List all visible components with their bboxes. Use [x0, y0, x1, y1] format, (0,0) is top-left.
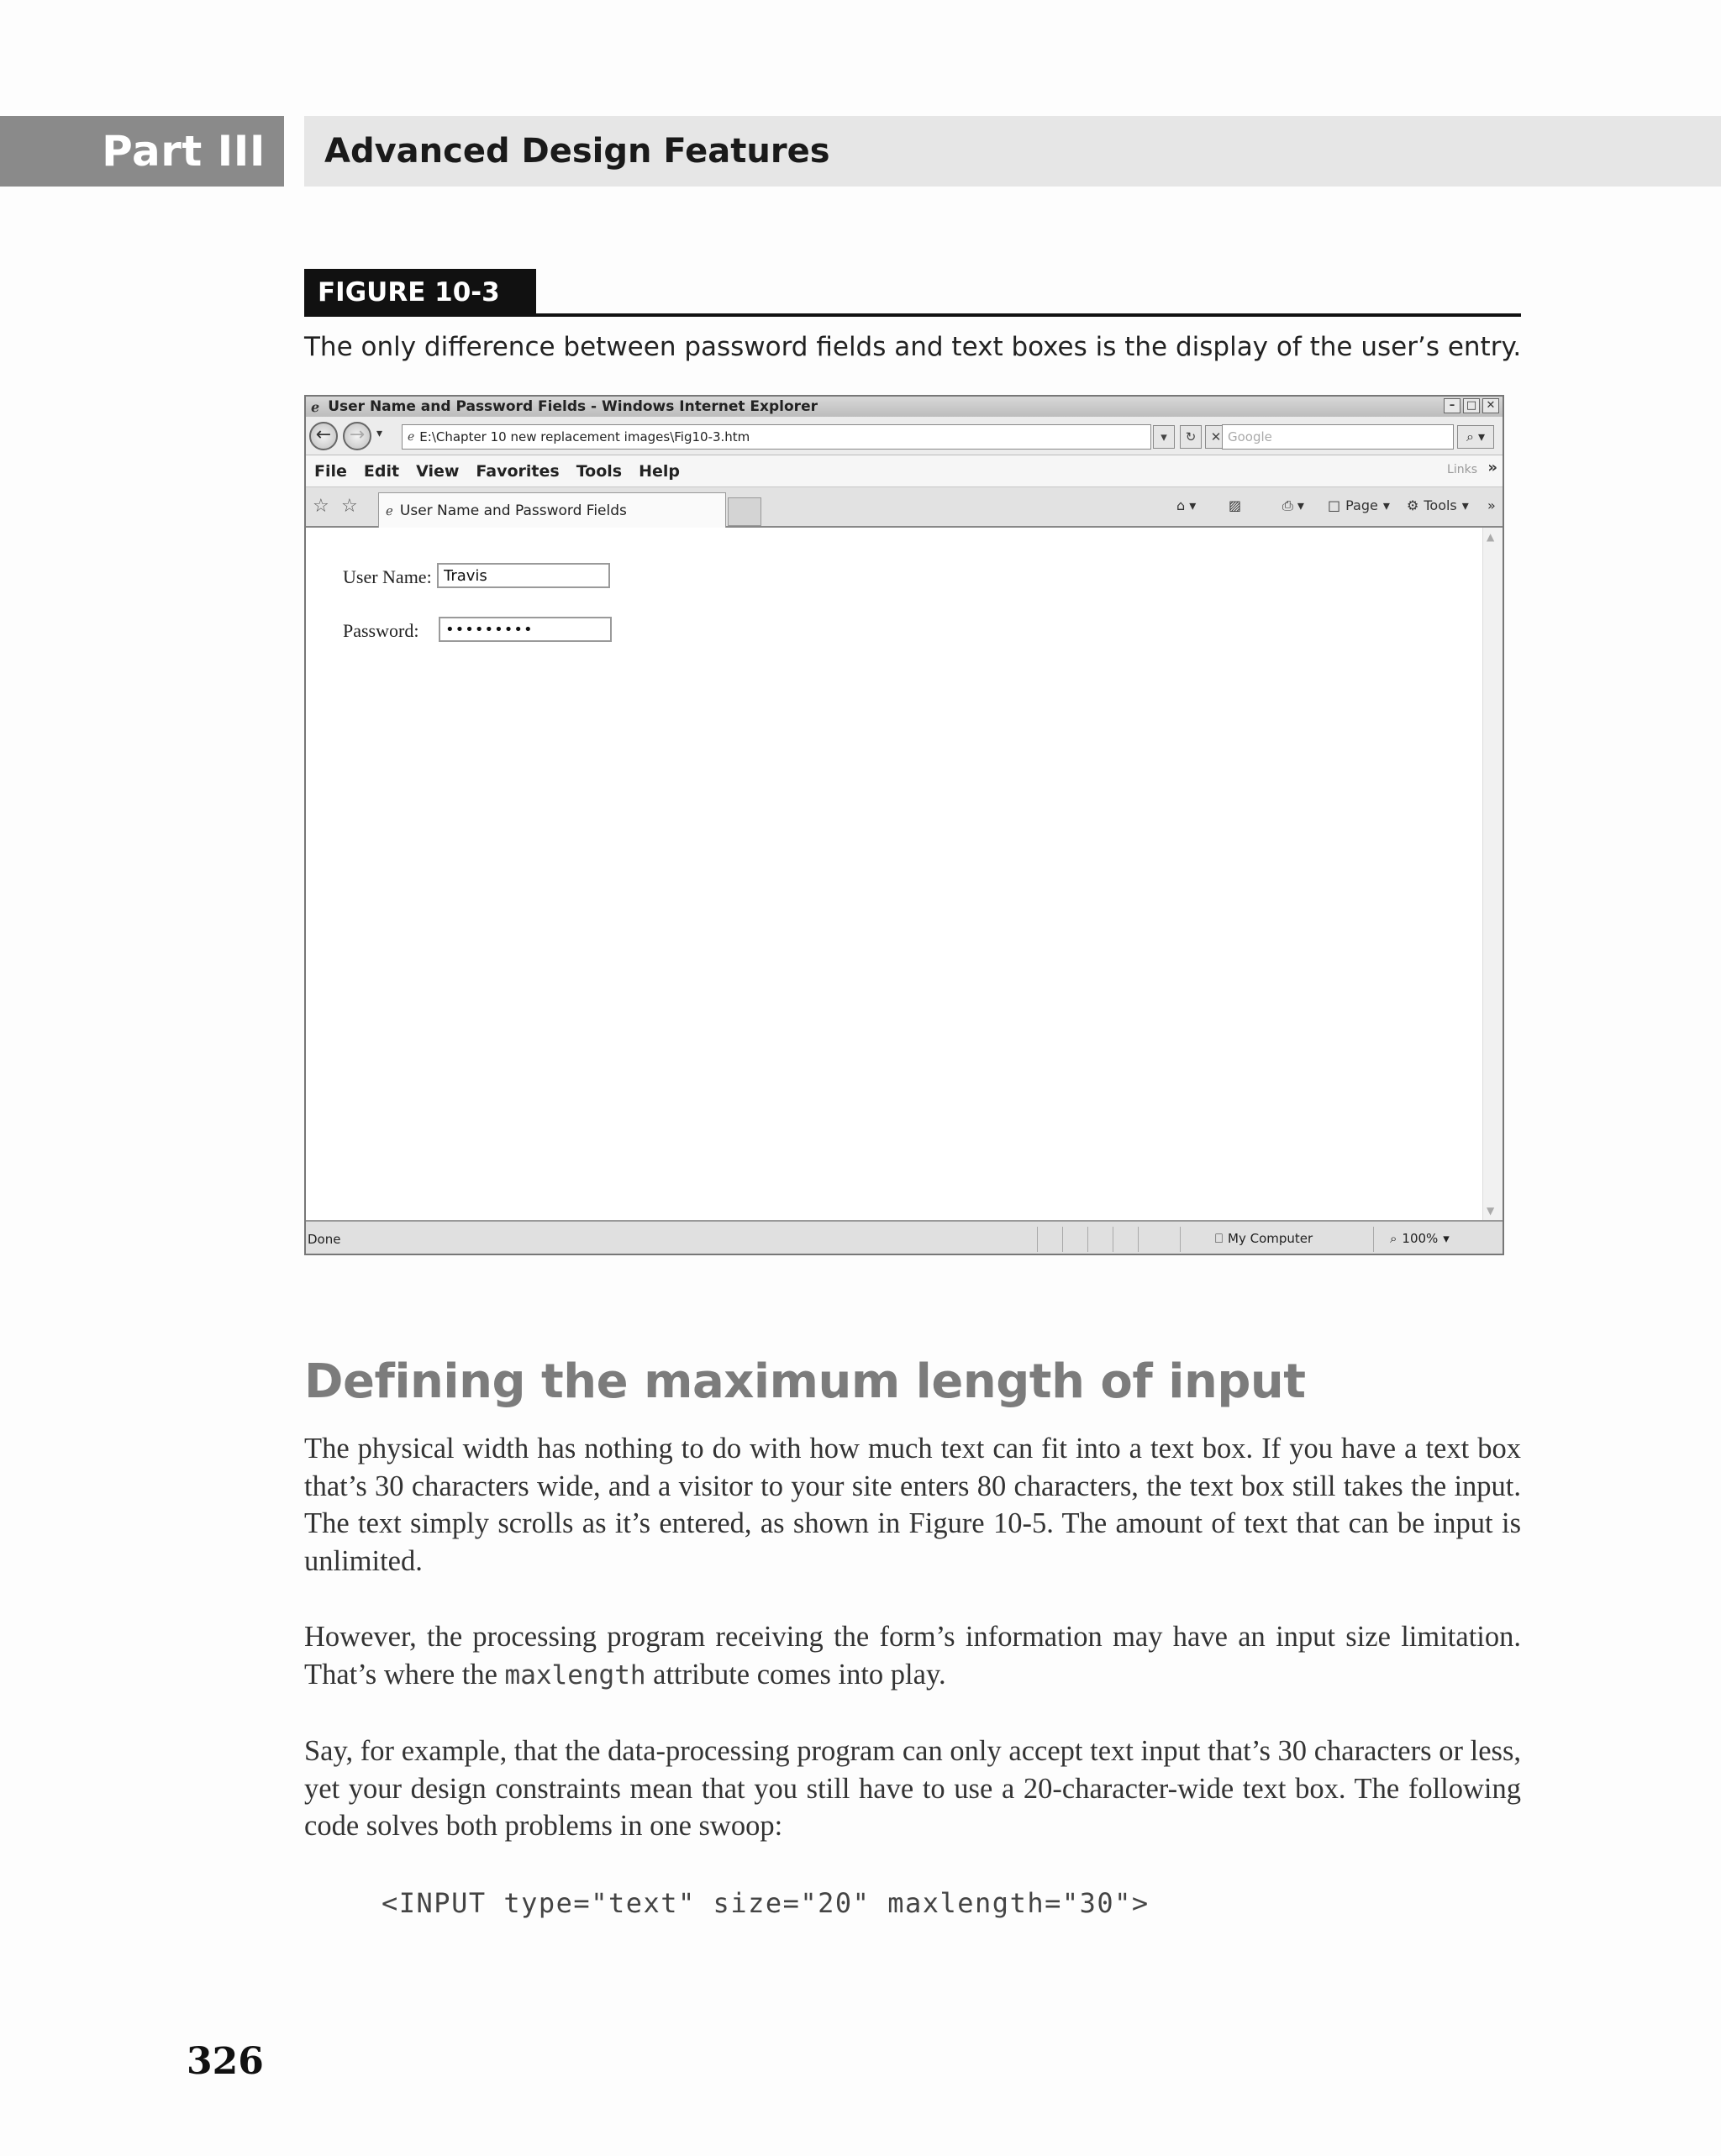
- section-heading: Defining the maximum length of input: [304, 1354, 1306, 1409]
- figure-label-text: FIGURE 10-3: [318, 277, 500, 308]
- menu-help[interactable]: Help: [639, 461, 680, 481]
- refresh-icon[interactable]: ↻: [1180, 425, 1202, 449]
- gear-icon: ⚙: [1407, 497, 1419, 513]
- section-title: Advanced Design Features: [324, 132, 830, 171]
- window-controls: [1444, 398, 1499, 413]
- scroll-down-icon[interactable]: ▼: [1487, 1205, 1495, 1217]
- new-tab-button[interactable]: [728, 497, 761, 526]
- tab-active[interactable]: [378, 492, 726, 528]
- favorites-star-icon[interactable]: ☆: [313, 496, 329, 517]
- chevron-right-icon[interactable]: »: [1487, 459, 1497, 476]
- tools-menu-label: Tools: [1424, 497, 1457, 513]
- links-label[interactable]: Links: [1447, 463, 1477, 476]
- page-number: 326: [187, 2040, 264, 2083]
- address-bar[interactable]: [402, 424, 1151, 450]
- address-dropdown-icon[interactable]: ▾: [1153, 425, 1175, 449]
- tools-menu[interactable]: [1407, 497, 1469, 513]
- forward-arrow-icon[interactable]: →: [343, 422, 371, 450]
- history-dropdown-icon[interactable]: ▾: [376, 427, 383, 440]
- search-input[interactable]: [1222, 424, 1454, 450]
- password-label: Password:: [343, 620, 419, 641]
- security-zone[interactable]: [1215, 1231, 1313, 1246]
- status-text: Done: [308, 1232, 341, 1247]
- title-bar: [306, 397, 1503, 417]
- home-icon[interactable]: ⌂ ▾: [1176, 497, 1197, 513]
- menu-file[interactable]: File: [314, 461, 347, 481]
- add-favorites-icon[interactable]: ☆: [341, 496, 358, 517]
- status-divider: [1087, 1227, 1088, 1252]
- browser-window: [304, 395, 1504, 1255]
- maximize-icon[interactable]: □: [1463, 398, 1480, 413]
- ie-tab-icon: ℯ: [386, 502, 393, 518]
- password-input[interactable]: [439, 617, 612, 642]
- ie-icon: ℯ: [311, 398, 320, 415]
- print-icon[interactable]: ⎙ ▾: [1282, 497, 1304, 513]
- part-label: Part III: [102, 127, 266, 176]
- paragraph-2: [304, 1618, 1521, 1694]
- status-divider: [1180, 1227, 1181, 1252]
- figure-caption: The only difference between password fields and text boxes is the display of the user’s entry.: [304, 332, 1522, 362]
- tab-title: User Name and Password Fields: [399, 502, 627, 519]
- zone-label: My Computer: [1228, 1231, 1313, 1246]
- zoom-level: 100%: [1402, 1231, 1439, 1246]
- status-divider: [1373, 1227, 1374, 1252]
- feeds-icon[interactable]: ▨: [1229, 497, 1242, 513]
- paragraph-2-text-end: attribute comes into play.: [645, 1658, 946, 1691]
- search-placeholder: Google: [1228, 429, 1272, 444]
- figure-rule: [304, 313, 1521, 317]
- stop-icon[interactable]: ✕: [1205, 425, 1227, 449]
- menu-view[interactable]: View: [416, 461, 460, 481]
- scroll-up-icon[interactable]: ▲: [1487, 531, 1495, 543]
- inline-code: maxlength: [504, 1659, 646, 1691]
- computer-icon: ⎕: [1215, 1231, 1224, 1246]
- username-label: User Name:: [343, 566, 432, 587]
- vertical-scrollbar[interactable]: [1482, 528, 1503, 1220]
- search-icon[interactable]: ⌕ ▾: [1457, 425, 1494, 449]
- chevron-down-icon: ▾: [1443, 1231, 1450, 1246]
- page-menu[interactable]: [1328, 497, 1390, 513]
- paragraph-3: Say, for example, that the data-processing program can only accept text input that’s 30 characters or less, yet your design constraints mean that you still have to use a 20-character-wide text box. The following code solves both problems in one swoop:: [304, 1735, 1521, 1842]
- page-menu-icon: □: [1328, 497, 1341, 513]
- status-divider: [1037, 1227, 1038, 1252]
- menu-edit[interactable]: Edit: [363, 461, 400, 481]
- navigation-bar: [306, 417, 1503, 455]
- status-bar: [306, 1220, 1503, 1255]
- chevron-down-icon: ▾: [1382, 497, 1390, 513]
- status-divider: [1062, 1227, 1063, 1252]
- window-title: User Name and Password Fields - Windows Internet Explorer: [328, 398, 818, 415]
- paragraph-1: The physical width has nothing to do with how much text can fit into a text box. If you have a text box that’s 30 characters wide, and a visitor to your site enters 80 characters, the text box still takes the input. The text simply scrolls as it’s entered, as shown in Figure 10-5. The amount of text that can be input is unlimited.: [304, 1433, 1521, 1577]
- page-icon: ℯ: [408, 430, 415, 444]
- chevron-down-icon: ▾: [1461, 497, 1469, 513]
- zoom-control[interactable]: [1390, 1231, 1450, 1246]
- menu-tools[interactable]: Tools: [576, 461, 623, 481]
- address-text: E:\Chapter 10 new replacement images\Fig10-3.htm: [419, 429, 750, 444]
- tab-bar: [306, 487, 1503, 528]
- status-divider: [1138, 1227, 1139, 1252]
- part-tab: [0, 116, 284, 187]
- figure-label: [304, 269, 536, 316]
- code-block: <INPUT type="text" size="20" maxlength="30">: [382, 1887, 1150, 1919]
- back-arrow-icon[interactable]: ←: [309, 422, 338, 450]
- page-content: [306, 528, 1484, 1220]
- section-header: [304, 116, 1721, 187]
- zoom-icon: ⌕: [1390, 1231, 1397, 1246]
- chevron-right-icon[interactable]: »: [1487, 497, 1496, 513]
- page-menu-label: Page: [1345, 497, 1378, 513]
- paragraph-2-text: However, the processing program receiving the form’s information may have an input size limitation. That’s where the: [304, 1621, 1521, 1691]
- menu-favorites[interactable]: Favorites: [476, 461, 560, 481]
- menu-bar: [306, 455, 1503, 487]
- minimize-icon[interactable]: –: [1444, 398, 1460, 413]
- close-icon[interactable]: ✕: [1482, 398, 1499, 413]
- username-input[interactable]: [437, 563, 610, 588]
